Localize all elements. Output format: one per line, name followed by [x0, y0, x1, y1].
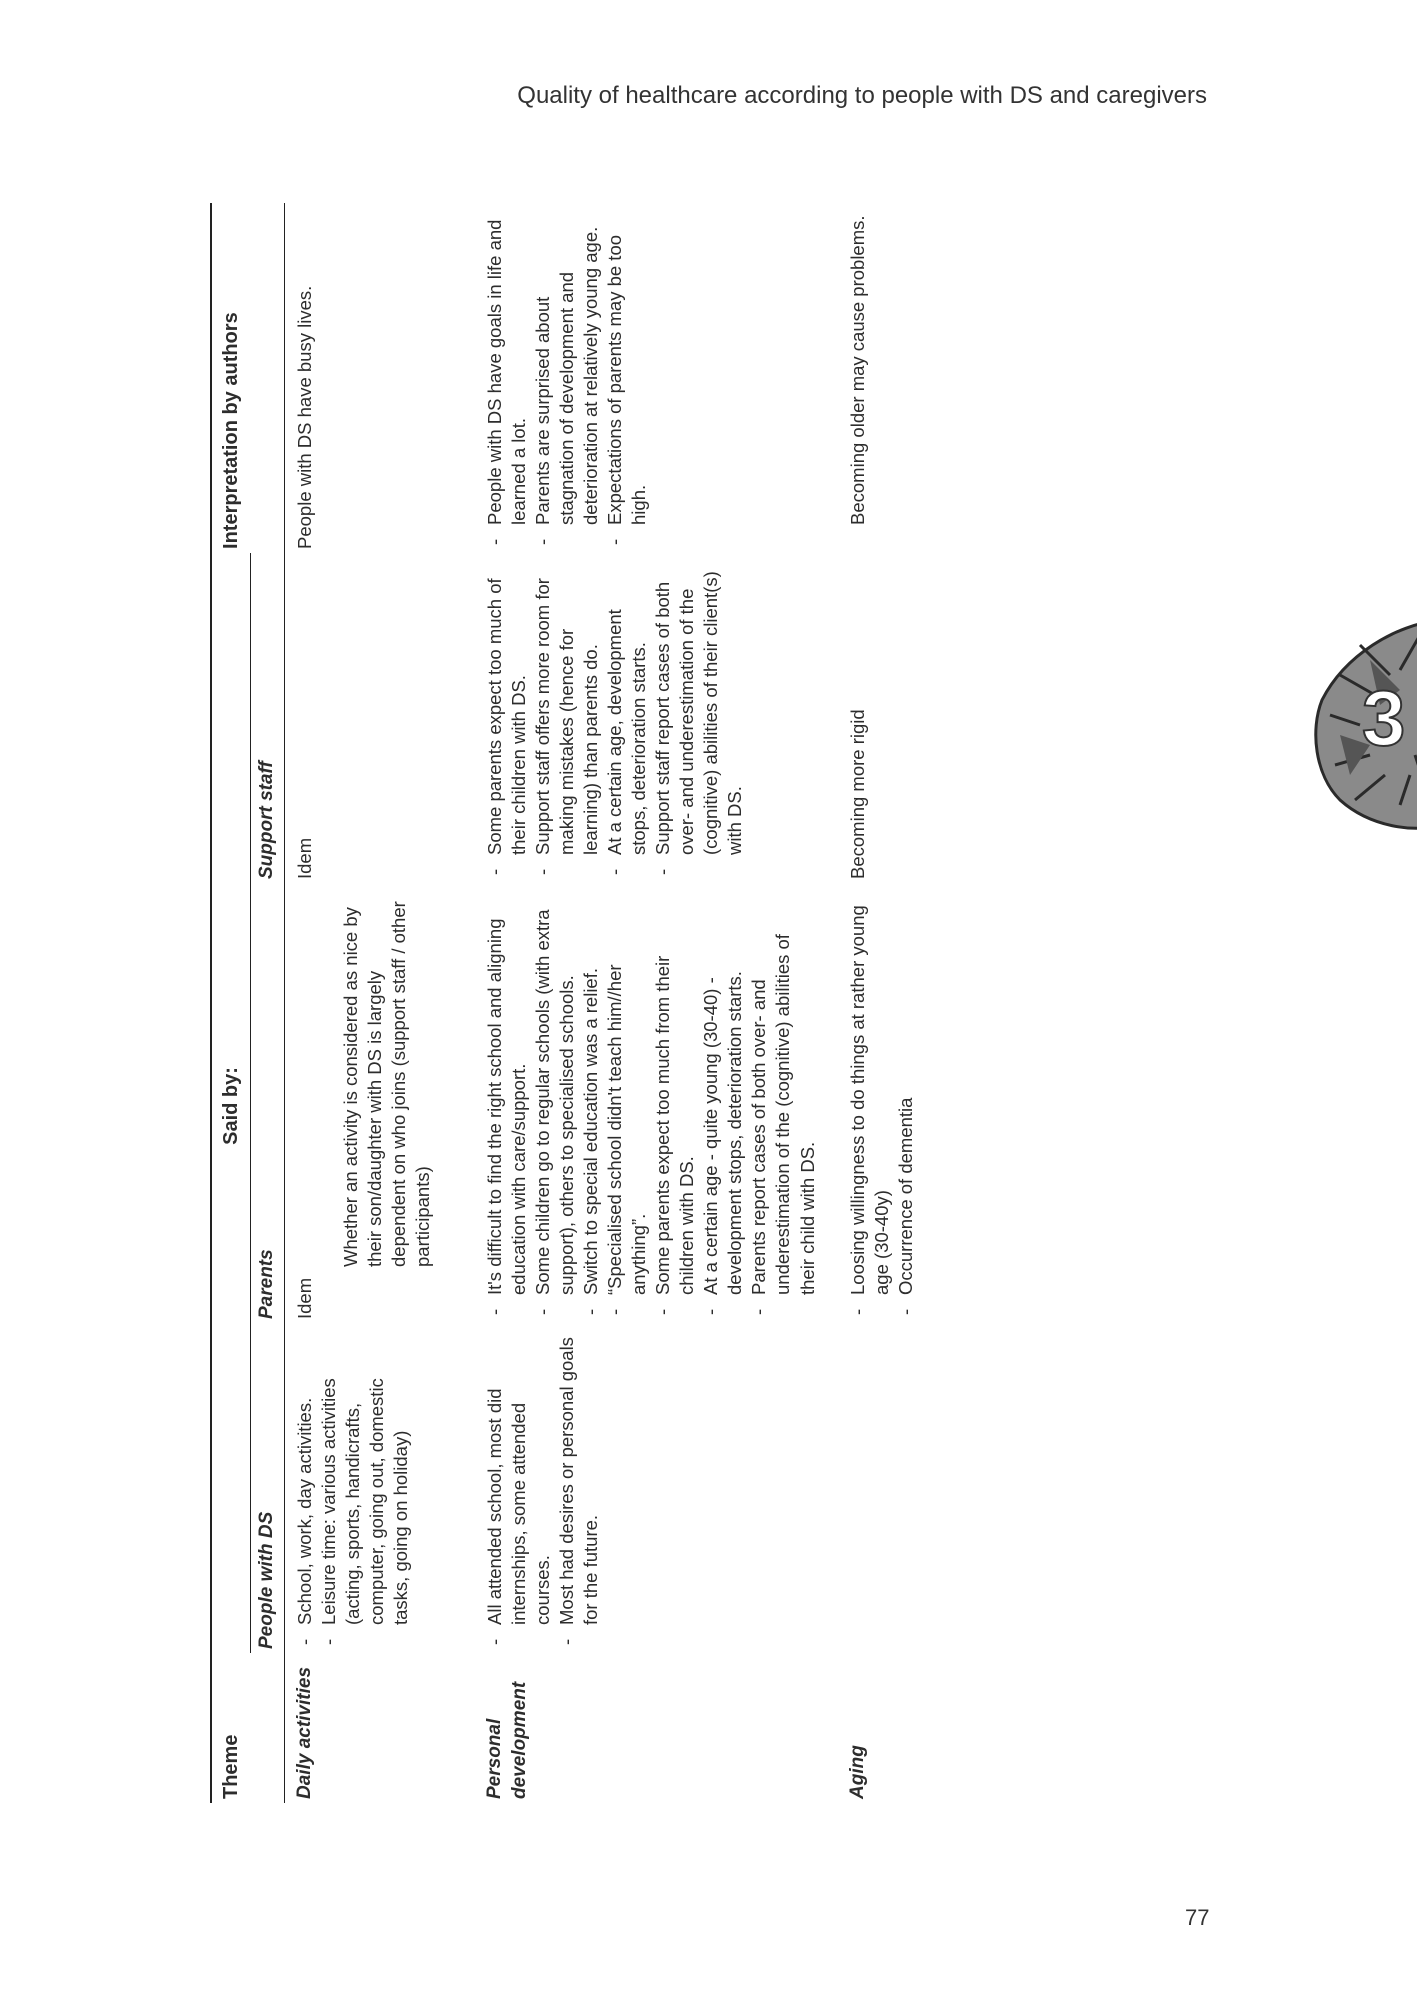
- parents-cell: [838, 883, 936, 1323]
- list-item: - Occurrence of dementia: [894, 893, 918, 1319]
- cell-text: Idem: [293, 1277, 315, 1319]
- themes-table: [210, 203, 936, 1803]
- header-people-with-ds: People with DS: [256, 1511, 277, 1649]
- list-item: - All attended school, most did internships, some attended courses.: [483, 1333, 555, 1649]
- list-item: - Expectations of parents may be too high.: [603, 213, 651, 549]
- parents-cell: [284, 883, 475, 1323]
- list-item: - Some parents expect too much from their children with DS.: [651, 893, 699, 1319]
- list-item: - Most had desires or personal goals for the future.: [555, 1333, 603, 1649]
- list-item: - At a certain age - quite young (30-40) -development stops, deterioration starts.: [699, 893, 747, 1319]
- list-item: - It's difficult to find the right school and aligning education with care/support.: [483, 893, 531, 1319]
- header-said-by: Said by:: [211, 553, 251, 1653]
- list-item: - Loosing willingness to do things at rather young age (30-40y): [846, 893, 894, 1319]
- header-interpretation: Interpretation by authors: [220, 312, 242, 549]
- header-parents: Parents: [256, 1249, 277, 1319]
- list-item: - “Specialised school didn't teach him//her anything”.: [603, 893, 651, 1319]
- list-item: - Leisure time: various activities (acting, sports, handicrafts, computer, going out, domestic tasks, going on holiday): [317, 1333, 413, 1649]
- theme-cell: Personal development: [483, 1681, 530, 1799]
- support-staff-cell: [475, 553, 838, 883]
- list-item: - Support staff offers more room for making mistakes (hence for learning) than parents do.: [531, 563, 603, 879]
- list-item: - Parents are surprised about stagnation of development and deterioration at relatively young age.: [531, 213, 603, 549]
- list-item: - At a certain age, development stops, deterioration starts.: [603, 563, 651, 879]
- list-item: - Switch to special education was a relief.: [579, 893, 603, 1319]
- list-item: - Some parents expect too much of their children with DS.: [483, 563, 531, 879]
- table-row: [475, 203, 838, 1803]
- cell-text: Becoming older may cause problems.: [846, 215, 868, 525]
- table-row: [838, 203, 936, 1803]
- header-theme: Theme: [220, 1734, 242, 1799]
- list-item: - Some children go to regular schools (with extra support), others to specialised schools.: [531, 893, 579, 1319]
- interpretation-cell: [475, 203, 838, 553]
- support-staff-cell: Becoming more rigid: [846, 709, 868, 879]
- people-with-ds-cell: [284, 1323, 475, 1653]
- interpretation-cell: People with DS have busy lives.: [293, 285, 315, 549]
- list-item: - Support staff report cases of both over- and underestimation of the (cognitive) abilities of their client(s) with DS.: [651, 563, 747, 879]
- interpretation-cell: [838, 203, 936, 553]
- people-with-ds-cell: [475, 1323, 838, 1653]
- header-support-staff: Support staff: [256, 761, 277, 879]
- chapter-badge-icon: [1300, 605, 1417, 835]
- list-item: - School, work, day activities.: [293, 1333, 317, 1649]
- cell-text: Whether an activity is considered as nice by their son/daughter with DS is largely dependent on who joins (support staff / other participants): [339, 901, 433, 1267]
- table-row: [284, 203, 475, 1803]
- list-item: - Parents report cases of both over- and underestimation of the (cognitive) abilities of their child with DS.: [747, 893, 819, 1319]
- support-staff-cell: Idem: [293, 837, 315, 879]
- themes-table-container: [210, 203, 1230, 1803]
- theme-cell: Daily activities: [293, 1666, 315, 1799]
- running-title: Quality of healthcare according to people with DS and caregivers: [517, 82, 1207, 109]
- chapter-number: 3: [1362, 674, 1406, 762]
- page-number: 77: [1185, 1905, 1210, 1930]
- list-item: - People with DS have goals in life and learned a lot.: [483, 213, 531, 549]
- people-with-ds-cell: [838, 1323, 936, 1653]
- theme-cell: Aging: [846, 1745, 868, 1799]
- parents-cell: [475, 883, 838, 1323]
